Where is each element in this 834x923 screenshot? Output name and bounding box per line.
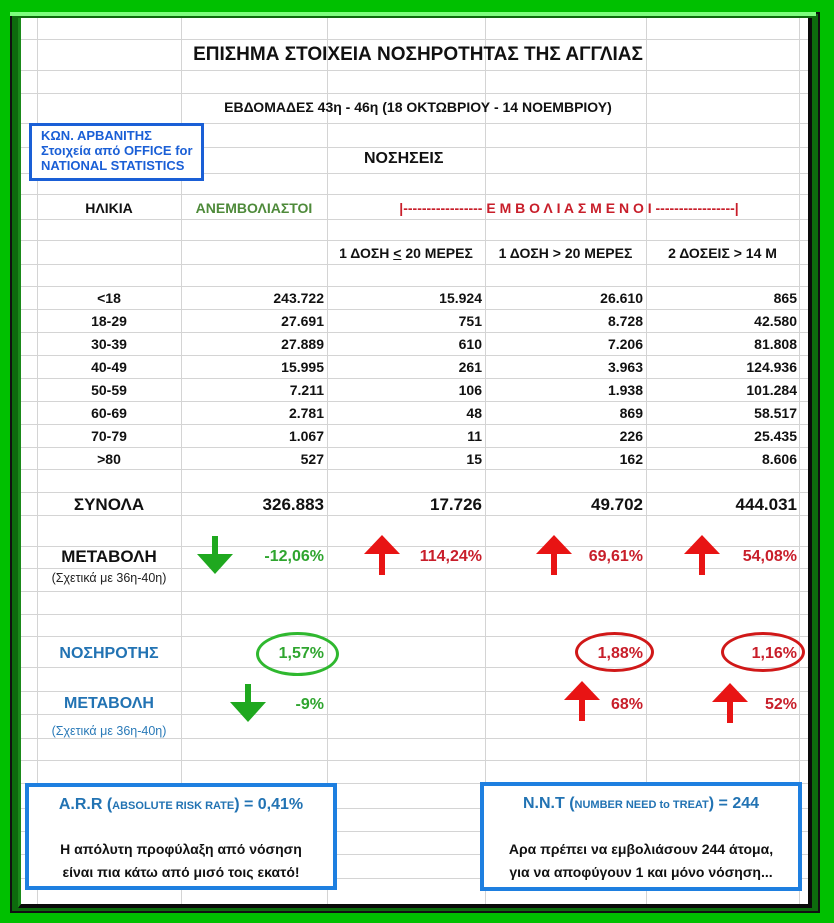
header-dose1-lt20: 1 ΔΟΣΗ < 20 ΜΕΡΕΣ [339,245,473,261]
credit-author: ΚΩΝ. ΑΡΒΑΝΙΤΗΣ [41,128,152,143]
header-dose1-gt20: 1 ΔΟΣΗ > 20 ΜΕΡΕΣ [498,245,633,261]
row-dose1-lt20: 15 [466,451,482,467]
credit-source-line1: Στοιχεία από OFFICE for [41,143,193,158]
nnt-line1: Αρα πρέπει να εμβολιάσουν 244 άτομα, [508,841,774,857]
morbidity-change-note: (Σχετικά με 36η-40η) [51,724,167,738]
row-dose1-lt20: 11 [467,428,482,444]
header-dose2: 2 ΔΟΣΕΙΣ > 14 Μ [668,245,777,261]
row-age: 50-59 [91,382,127,398]
morbidity-dose1-gt20: 1,88% [597,645,643,662]
row-unvax: 243.722 [273,290,324,306]
morbidity-change-unvax: -9% [295,696,324,713]
change-dose1-gt20: 69,61% [588,548,643,565]
row-dose1-gt20: 26.610 [600,290,643,306]
arr-line2: είναι πια κάτω από μισό τοις εκατό! [62,864,300,880]
row-dose1-gt20: 162 [619,451,643,467]
row-dose1-lt20: 106 [458,382,482,398]
row-dose2: 101.284 [746,382,797,398]
morbidity-label: ΝΟΣΗΡΟΤΗΣ [59,645,159,662]
arr-box [25,783,337,890]
row-unvax: 27.691 [281,313,324,329]
frame-highlight [10,12,816,16]
change-note: (Σχετικά με 36η-40η) [51,571,167,585]
arrow-up-icon [364,535,400,575]
row-age: 18-29 [91,313,127,329]
header-vaccinated-group: |----------------- Ε Μ Β Ο Λ Ι Α Σ Μ Ε Ν Ο Ι -----------------| [399,200,739,216]
row-dose1-lt20: 15.924 [439,290,482,306]
row-unvax: 527 [300,451,324,467]
change-unvax: -12,06% [264,548,324,565]
row-dose1-lt20: 610 [458,336,482,352]
row-age: >80 [97,451,121,467]
row-unvax: 27.889 [281,336,324,352]
header-unvaccinated: ΑΝΕΜΒΟΛΙΑΣΤΟΙ [195,200,313,216]
row-dose1-gt20: 8.728 [607,313,643,329]
morbidity-dose2: 1,16% [751,645,797,662]
section-title: ΝΟΣΗΣΕΙΣ [364,150,444,167]
totals-dose1-gt20: 49.702 [591,495,643,514]
arr-line1: Η απόλυτη προφύλαξη από νόσηση [60,841,302,857]
morbidity-change-dose2: 52% [764,696,797,713]
row-dose1-gt20: 226 [619,428,643,444]
nnt-box [480,782,802,891]
totals-dose2: 444.031 [735,495,797,514]
arr-heading: A.R.R (ABSOLUTE RISK RATE) = 0,41% [58,796,304,813]
change-dose2: 54,08% [742,548,797,565]
row-age: <18 [97,290,121,306]
row-dose1-gt20: 7.206 [607,336,643,352]
credit-source-line2: NATIONAL STATISTICS [41,158,185,173]
morbidity-change-dose1-gt20: 68% [610,696,643,713]
row-unvax: 7.211 [289,382,324,398]
totals-label: ΣΥΝΟΛΑ [73,495,145,514]
period-subtitle: ΕΒΔΟΜΑΔΕΣ 43η - 46η (18 ΟΚΤΩΒΡΙΟΥ - 14 ΝΟΕΜΒΡΙΟΥ) [224,99,612,115]
row-age: 30-39 [91,336,127,352]
row-dose1-lt20: 48 [466,405,482,421]
credit-box [29,123,204,181]
row-dose2: 124.936 [746,359,797,375]
nnt-heading: N.N.T (NUMBER NEED to TREAT) = 244 [522,795,760,812]
arrow-up-icon [536,535,572,575]
morbidity-unvax: 1,57% [278,645,324,662]
row-dose1-gt20: 1.938 [607,382,643,398]
header-age: ΗΛΙΚΙΑ [85,200,133,216]
row-dose1-lt20: 751 [458,313,482,329]
row-dose2: 25.435 [754,428,797,444]
row-dose1-lt20: 261 [458,359,482,375]
row-age: 40-49 [91,359,127,375]
row-dose2: 8.606 [761,451,797,467]
row-dose2: 42.580 [754,313,797,329]
change-label: ΜΕΤΑΒΟΛΗ [61,547,157,566]
morbidity-change-label: ΜΕΤΑΒΟΛΗ [64,695,154,712]
spreadsheet [18,18,812,908]
row-dose2: 865 [773,290,797,306]
change-dose1-lt20: 114,24% [419,548,482,565]
row-unvax: 15.995 [281,359,324,375]
row-unvax: 2.781 [288,405,324,421]
row-dose2: 58.517 [754,405,797,421]
row-age: 70-79 [91,428,127,444]
row-dose1-gt20: 869 [619,405,643,421]
row-age: 60-69 [91,405,127,421]
arrow-down-icon [197,536,233,576]
row-dose1-gt20: 3.963 [607,359,643,375]
row-unvax: 1.067 [288,428,324,444]
totals-unvax: 326.883 [262,495,324,514]
nnt-line2: για να αποφύγουν 1 και μόνο νόσηση... [509,864,773,880]
page-title: ΕΠΙΣΗΜΑ ΣΤΟΙΧΕΙΑ ΝΟΣΗΡΟΤΗΤΑΣ ΤΗΣ ΑΓΓΛΙΑΣ [193,44,643,65]
arrow-up-icon [684,535,720,575]
totals-dose1-lt20: 17.726 [430,495,482,514]
row-dose2: 81.808 [754,336,797,352]
